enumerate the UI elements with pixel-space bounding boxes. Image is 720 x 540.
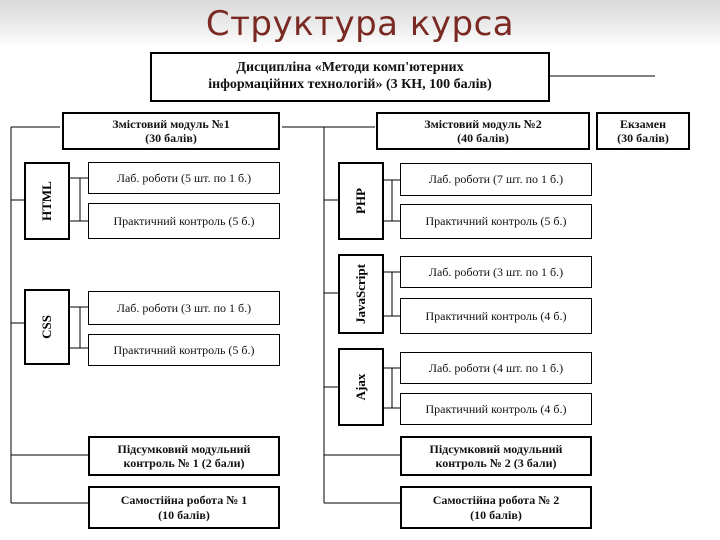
javascript-labs [400,256,592,288]
self-work-1-line-1: Самостійна робота № 1 [120,493,248,508]
html-labs [88,162,280,194]
topic-css [24,289,70,365]
topic-javascript [338,254,384,334]
javascript-practical-text: Практичний контроль (4 б.) [425,308,567,323]
module-2-title: Змістовий модуль №2 [424,116,542,131]
module-2-self-work [400,486,592,529]
exam-box [596,112,690,150]
topic-css-label: CSS [39,315,54,339]
javascript-practical [400,298,592,334]
module-2-points: (40 балів) [457,131,509,145]
topic-html-label: HTML [39,181,54,221]
module-2-final-control [400,436,592,476]
final-control-1-line-2: контроль № 1 (2 бали) [123,456,245,470]
discipline-line-2: інформаційних технологій» (3 КН, 100 балів) [208,77,492,92]
topic-php [338,162,384,240]
ajax-practical-text: Практичний контроль (4 б.) [425,401,567,416]
self-work-2-line-2: (10 балів) [470,507,522,522]
css-labs [88,291,280,325]
module-1-box [62,112,280,150]
javascript-labs-text: Лаб. роботи (3 шт. по 1 б.) [428,264,564,279]
html-practical-text: Практичний контроль (5 б.) [113,213,255,228]
module-1-points: (30 балів) [145,131,197,145]
final-control-1-line-1: Підсумковий модульний [117,441,251,456]
final-control-2-line-1: Підсумковий модульний [429,441,563,456]
topic-ajax-label: Ajax [353,373,368,401]
css-labs-text: Лаб. роботи (3 шт. по 1 б.) [116,300,252,315]
exam-points: (30 балів) [617,131,669,145]
self-work-1-line-2: (10 балів) [158,507,210,522]
discipline-line-1: Дисципліна «Методи комп'ютерних [236,60,464,76]
topic-php-label: PHP [353,188,368,214]
exam-title: Екзамен [620,116,666,131]
ajax-labs-text: Лаб. роботи (4 шт. по 1 б.) [428,360,564,375]
module-2-box [376,112,590,150]
html-labs-text: Лаб. роботи (5 шт. по 1 б.) [116,170,252,185]
css-practical [88,334,280,366]
discipline-box [150,52,550,102]
topic-html [24,162,70,240]
module-1-final-control [88,436,280,476]
php-labs-text: Лаб. роботи (7 шт. по 1 б.) [428,172,564,187]
self-work-2-line-1: Самостійна робота № 2 [432,493,560,508]
module-1-self-work [88,486,280,529]
php-practical [400,204,592,239]
html-practical [88,203,280,239]
ajax-practical [400,393,592,425]
module-1-title: Змістовий модуль №1 [112,116,230,131]
ajax-labs [400,352,592,384]
slide-title: Структура курса [205,4,515,44]
topic-javascript-label: JavaScript [353,264,368,324]
php-labs [400,163,592,196]
css-practical-text: Практичний контроль (5 б.) [113,342,255,357]
php-practical-text: Практичний контроль (5 б.) [425,214,567,229]
final-control-2-line-2: контроль № 2 (3 бали) [435,456,557,470]
topic-ajax [338,348,384,426]
